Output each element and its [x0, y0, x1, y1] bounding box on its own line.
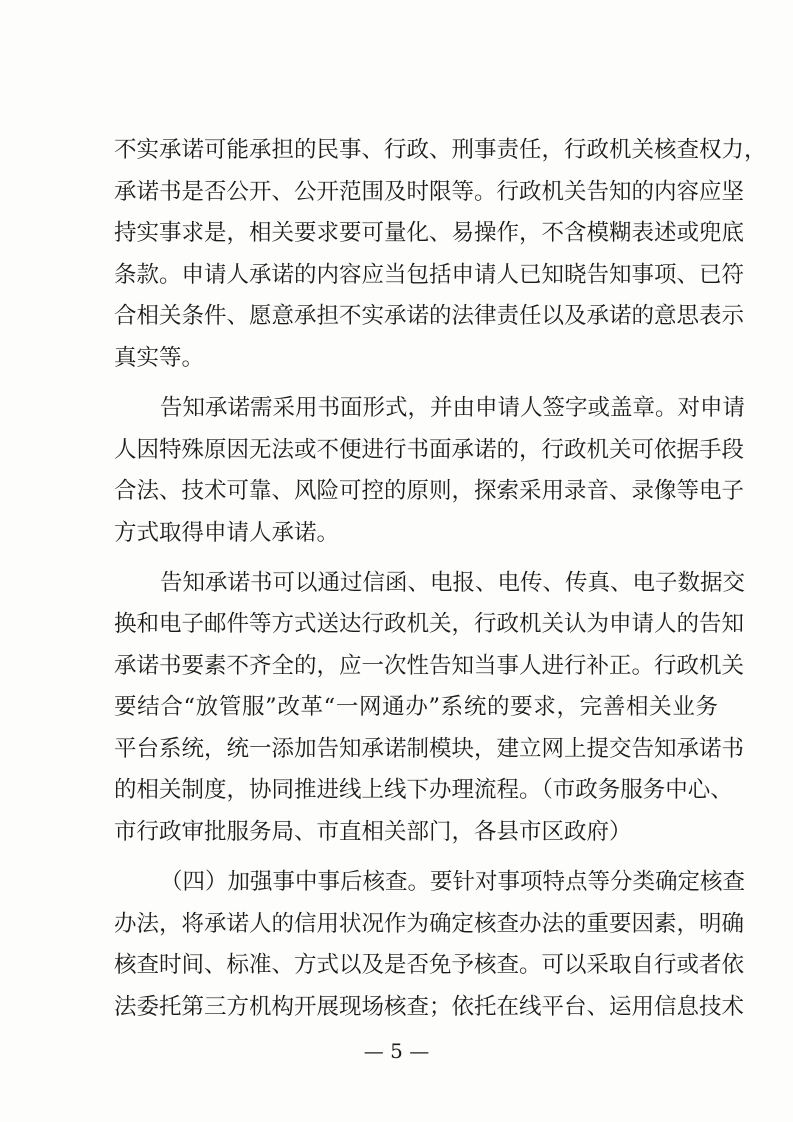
text-line-4: 条款。申请人承诺的内容应当包括申请人已知晓告知事项、已符 — [114, 262, 745, 288]
text-line-5: 合相关条件、愿意承担不实承诺的法律责任以及承诺的意思表示 — [114, 303, 745, 329]
text-line-21: 法委托第三方机构开展现场核查；依托在线平台、运用信息技术 — [114, 994, 745, 1020]
paragraph-start-line: 告知承诺书可以通过信函、电报、电传、传真、电子数据交 — [160, 570, 746, 596]
text-line-10: 方式取得申请人承诺。 — [114, 520, 340, 546]
text-line-13: 承诺书要素不齐全的，应一次性告知当事人进行补正。行政机关 — [114, 653, 745, 679]
text-line-8: 人因特殊原因无法或不便进行书面承诺的，行政机关可依据手段 — [114, 437, 745, 463]
text-line-3: 持实事求是，相关要求要可量化、易操作，不含模糊表述或兜底 — [114, 220, 745, 246]
text-line-14: 要结合“放管服”改革“一网通办”系统的要求，完善相关业务 — [114, 694, 718, 720]
text-line-12: 换和电子邮件等方式送达行政机关，行政机关认为申请人的告知 — [114, 611, 745, 637]
page-number: — 5 — — [363, 1039, 430, 1063]
text-line-19: 办法，将承诺人的信用状况作为确定核查办法的重要因素，明确 — [114, 911, 745, 937]
text-line-6: 真实等。 — [114, 345, 205, 371]
text-line-20: 核查时间、标准、方式以及是否免予核查。可以采取自行或者依 — [114, 952, 745, 978]
text-line-9: 合法、技术可靠、风险可控的原则，探索采用录音、录像等电子 — [114, 478, 745, 504]
section-heading-line: （四）加强事中事后核查。要针对事项特点等分类确定核查 — [160, 869, 746, 895]
text-line-16: 的相关制度，协同推进线上线下办理流程。（市政务服务中心、 — [114, 777, 733, 803]
text-line-2: 承诺书是否公开、公开范围及时限等。行政机关告知的内容应坚 — [114, 179, 745, 205]
text-line-15: 平台系统，统一添加告知承诺制模块，建立网上提交告知承诺书 — [114, 736, 745, 762]
paragraph-start-line: 告知承诺需采用书面形式，并由申请人签字或盖章。对申请 — [160, 395, 746, 421]
text-line-17: 市行政审批服务局、市直相关部门，各县市区政府） — [114, 819, 632, 845]
text-line-1: 不实承诺可能承担的民事、行政、刑事责任，行政机关核查权力， — [114, 137, 767, 163]
